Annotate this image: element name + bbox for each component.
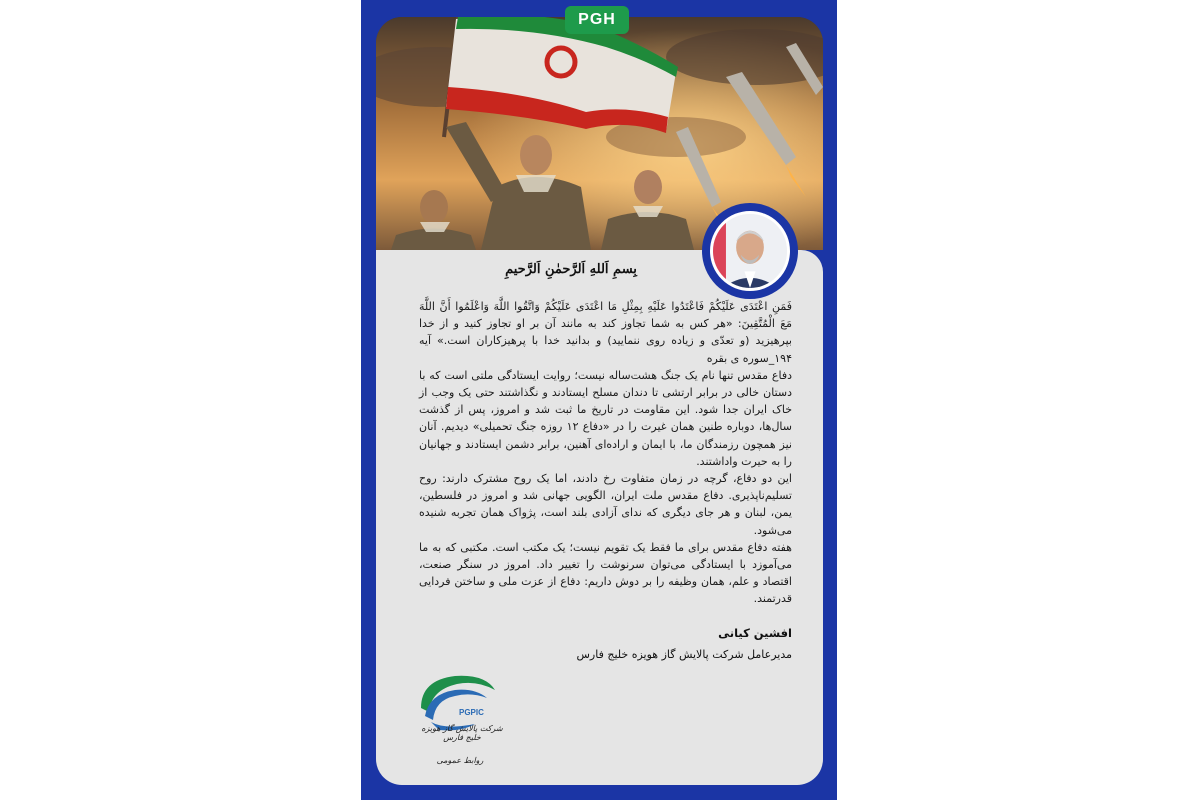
logo-department: روابط عمومی (436, 756, 484, 765)
article-paragraph: این دو دفاع، گرچه در زمان متفاوت رخ دادند، اما یک روح مشترک دارند: روح تسلیم‌ناپذیری. دفاع مقدس ملت ایران، الگویی جهانی شد و امروز در فلسطین، یمن، لبنان و هر جای دیگری که ندای آزادی بلند است، پژواک همان تجربه شنیده می‌شود. (419, 472, 792, 537)
pgh-badge: PGH (565, 6, 629, 34)
company-logo (415, 668, 511, 778)
signature-title: مدیرعامل شرکت پالایش گاز هویزه خلیج فارس (576, 648, 792, 661)
signature-block (419, 626, 792, 661)
person-portrait (713, 214, 787, 288)
logo-abbreviation: PGPIC (459, 708, 484, 717)
avatar (710, 211, 790, 291)
poster (361, 0, 837, 800)
signature-name: افشین کیانی (718, 626, 792, 640)
logo-company-name: شرکت پالایش گاز هویزه خلیج فارس (421, 724, 503, 742)
article-body (419, 298, 792, 608)
bismillah-heading: بِسمِ اَللهِ اَلرَّحمٰنِ اَلرَّحیمِ (505, 262, 637, 277)
article-paragraph: هفته دفاع مقدس برای ما فقط یک تقویم نیست؛ یک مکتب است. مکتبی که به ما می‌آموزد با ایستادگی می‌توان سرنوشت را تغییر داد. امروز در سنگر صنعت، اقتصاد و علم، همان وظیفه را بر دوش داریم: دفاع از عزت ملی و ساختن فردایی قدرتمند. (419, 540, 792, 606)
article-paragraph: فَمَنِ اعْتَدَى عَلَيْكُمْ فَاعْتَدُوا عَلَيْهِ بِمِثْلِ مَا اعْتَدَى عَلَيْكُمْ وَاتَّقُوا اللَّهَ وَاعْلَمُوا أَنَّ اللَّهَ مَعَ الْمُتَّقِينَ: «هر کس به شما تجاوز کند به مانند آن بر او تجاوز کنید و از خدا بپرهیزید (و تعدّی و زیاده روی ننمایید) و بدانید خدا با پرهیزکاران است.» آیه ۱۹۴_سوره ی بقره (419, 300, 792, 365)
article-paragraph: دفاع مقدس تنها نام یک جنگ هشت‌ساله نیست؛ روایت ایستادگی ملتی است که با دستان خالی در برابر ارتشی تا دندان مسلح ایستادند و نگذاشتند حتی یک وجب از خاک ایران جدا شود. این مقاومت در تاریخ ما ثبت شد و امروز، پس از گذشت سال‌ها، دوباره طنین همان غیرت را در «دفاع ۱۲ روزه جنگ تحمیلی» دیدیم. آنان نیز همچون رزمندگان ما، با ایمان و اراده‌ای آهنین، برابر دشمن ایستادند و جهانیان را به حیرت واداشتند. (419, 368, 792, 468)
